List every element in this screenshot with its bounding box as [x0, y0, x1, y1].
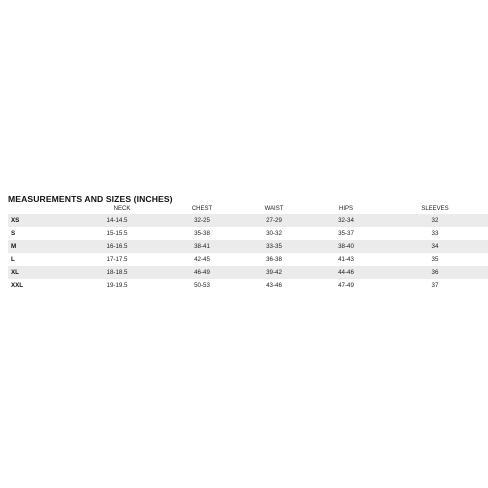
header-waist: WAIST — [264, 206, 284, 212]
neck-value: 15-15.5 — [78, 227, 166, 240]
header-row — [8, 205, 488, 214]
size-label: XXL — [8, 279, 78, 292]
neck-value: 16-16.5 — [78, 240, 166, 253]
waist-value: 39-42 — [238, 266, 310, 279]
table-row — [8, 253, 488, 266]
hips-value: 41-43 — [310, 253, 382, 266]
hips-value: 47-49 — [310, 279, 382, 292]
neck-value: 14-14.5 — [78, 214, 166, 227]
size-label: M — [8, 240, 78, 253]
hips-value: 35-37 — [310, 227, 382, 240]
hips-value: 44-46 — [310, 266, 382, 279]
size-chart — [8, 193, 488, 292]
table-row — [8, 266, 488, 279]
waist-value: 43-46 — [238, 279, 310, 292]
header-hips: HIPS — [338, 206, 353, 212]
hips-value: 38-40 — [310, 240, 382, 253]
chest-value: 38-41 — [166, 240, 238, 253]
chest-value: 32-25 — [166, 214, 238, 227]
chest-value: 50-53 — [166, 279, 238, 292]
waist-value: 33-35 — [238, 240, 310, 253]
sleeves-value: 33 — [382, 227, 488, 240]
header-size — [8, 205, 78, 214]
neck-value: 18-18.5 — [78, 266, 166, 279]
size-table — [8, 205, 488, 292]
size-label: XS — [8, 214, 78, 227]
header-sleeves: SLEEVES — [421, 206, 449, 212]
sleeves-value: 34 — [382, 240, 488, 253]
table-row — [8, 214, 488, 227]
sleeves-value: 32 — [382, 214, 488, 227]
size-label: L — [8, 253, 78, 266]
size-label: S — [8, 227, 78, 240]
sleeves-value: 37 — [382, 279, 488, 292]
sleeves-value: 36 — [382, 266, 488, 279]
waist-value: 27-29 — [238, 214, 310, 227]
chest-value: 42-45 — [166, 253, 238, 266]
size-label: XL — [8, 266, 78, 279]
neck-value: 19-19.5 — [78, 279, 166, 292]
chest-value: 35-38 — [166, 227, 238, 240]
hips-value: 32-34 — [310, 214, 382, 227]
neck-value: 17-17.5 — [78, 253, 166, 266]
chest-value: 46-49 — [166, 266, 238, 279]
header-chest: CHEST — [191, 206, 213, 212]
table-row — [8, 279, 488, 292]
waist-value: 36-38 — [238, 253, 310, 266]
table-row — [8, 240, 488, 253]
table-row — [8, 227, 488, 240]
size-chart-title: MEASUREMENTS AND SIZES (INCHES) — [8, 194, 173, 204]
header-neck: NECK — [113, 206, 131, 212]
waist-value: 30-32 — [238, 227, 310, 240]
sleeves-value: 35 — [382, 253, 488, 266]
